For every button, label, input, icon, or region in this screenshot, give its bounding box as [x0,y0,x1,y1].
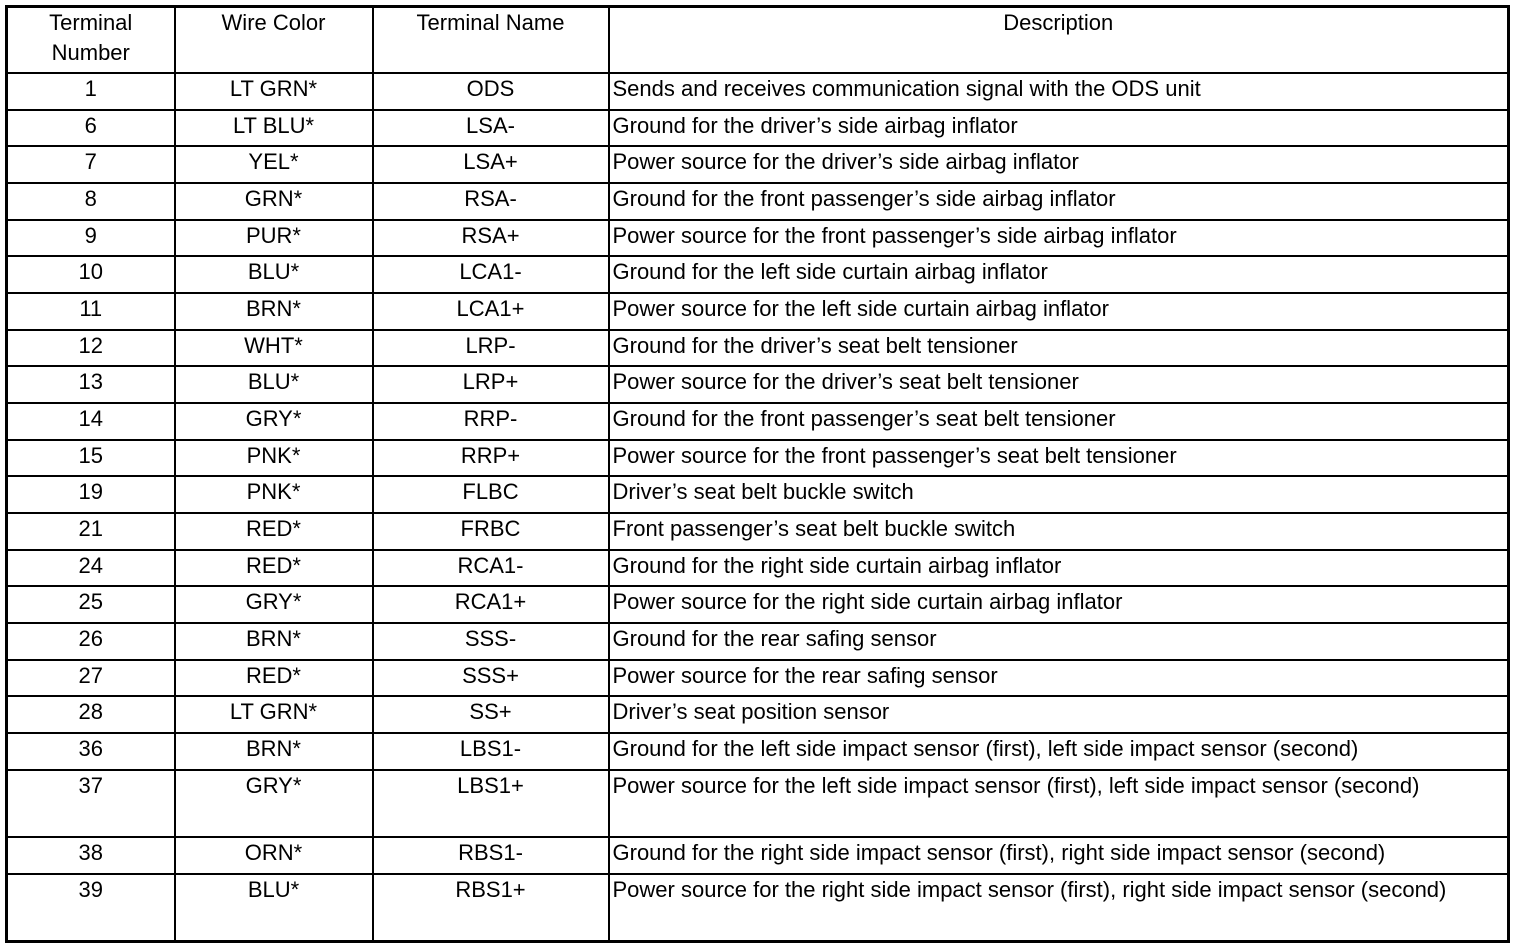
table-row [7,874,1509,942]
terminal-name-cell: LBS1+ [373,770,609,837]
description-cell: Ground for the front passenger’s seat belt tensioner [609,403,1509,440]
terminal-number-cell: 27 [7,660,175,697]
description-cell: Ground for the right side curtain airbag inflator [609,550,1509,587]
header-terminal-name: Terminal Name [373,7,609,74]
table-row [7,366,1509,403]
table-row [7,256,1509,293]
wire-color-cell: LT GRN* [175,696,373,733]
wire-color-cell: BRN* [175,623,373,660]
terminal-number-cell: 28 [7,696,175,733]
description-cell: Power source for the driver’s seat belt tensioner [609,366,1509,403]
terminal-number-cell: 7 [7,146,175,183]
terminal-number-cell: 26 [7,623,175,660]
terminal-name-cell: LCA1- [373,256,609,293]
description-cell: Ground for the left side curtain airbag inflator [609,256,1509,293]
table-row [7,513,1509,550]
description-cell: Front passenger’s seat belt buckle switch [609,513,1509,550]
wire-color-cell: GRY* [175,586,373,623]
terminal-number-cell: 25 [7,586,175,623]
wire-color-cell: LT GRN* [175,73,373,110]
wire-color-cell: WHT* [175,330,373,367]
wire-color-cell: ORN* [175,837,373,874]
terminal-name-cell: LSA- [373,110,609,147]
terminal-number-cell: 38 [7,837,175,874]
terminal-name-cell: SS+ [373,696,609,733]
terminal-number-cell: 6 [7,110,175,147]
header-terminal-number: Terminal Number [7,7,175,74]
terminal-name-cell: LRP- [373,330,609,367]
description-cell: Power source for the left side impact sensor (first), left side impact sensor (second) [609,770,1509,837]
wire-color-cell: LT BLU* [175,110,373,147]
description-cell: Power source for the driver’s side airbag inflator [609,146,1509,183]
terminal-number-cell: 21 [7,513,175,550]
table-row [7,293,1509,330]
wire-color-cell: PUR* [175,220,373,257]
wire-color-cell: PNK* [175,440,373,477]
table-row [7,476,1509,513]
table-row [7,183,1509,220]
terminal-name-cell: LCA1+ [373,293,609,330]
terminal-number-cell: 15 [7,440,175,477]
description-cell: Ground for the driver’s side airbag inflator [609,110,1509,147]
description-cell: Power source for the left side curtain airbag inflator [609,293,1509,330]
wire-color-cell: YEL* [175,146,373,183]
wire-color-cell: GRY* [175,770,373,837]
terminal-name-cell: ODS [373,73,609,110]
terminal-name-cell: SSS+ [373,660,609,697]
terminal-number-cell: 12 [7,330,175,367]
terminal-number-cell: 37 [7,770,175,837]
terminal-name-cell: RRP+ [373,440,609,477]
terminal-number-cell: 24 [7,550,175,587]
terminal-number-cell: 10 [7,256,175,293]
table-row [7,660,1509,697]
wire-color-cell: RED* [175,513,373,550]
wire-color-cell: PNK* [175,476,373,513]
wire-color-cell: BRN* [175,733,373,770]
terminal-name-cell: LSA+ [373,146,609,183]
table-row [7,623,1509,660]
wire-color-cell: RED* [175,660,373,697]
terminal-name-cell: RCA1- [373,550,609,587]
table-row [7,110,1509,147]
table-row [7,330,1509,367]
description-cell: Power source for the right side curtain airbag inflator [609,586,1509,623]
description-cell: Power source for the right side impact sensor (first), right side impact sensor (second) [609,874,1509,942]
wire-color-cell: RED* [175,550,373,587]
table-row [7,696,1509,733]
terminal-name-cell: RRP- [373,403,609,440]
terminal-number-cell: 11 [7,293,175,330]
table-row [7,733,1509,770]
table-row [7,220,1509,257]
table-row [7,586,1509,623]
description-cell: Ground for the right side impact sensor (first), right side impact sensor (second) [609,837,1509,874]
description-cell: Ground for the rear safing sensor [609,623,1509,660]
terminal-table [5,5,1510,943]
terminal-name-cell: LBS1- [373,733,609,770]
table-header [7,7,1509,74]
terminal-number-cell: 14 [7,403,175,440]
terminal-number-cell: 13 [7,366,175,403]
description-cell: Sends and receives communication signal with the ODS unit [609,73,1509,110]
table-row [7,837,1509,874]
wire-color-cell: BLU* [175,874,373,942]
terminal-name-cell: RCA1+ [373,586,609,623]
description-cell: Power source for the rear safing sensor [609,660,1509,697]
wire-color-cell: BLU* [175,256,373,293]
terminal-number-cell: 8 [7,183,175,220]
terminal-name-cell: RSA+ [373,220,609,257]
wire-color-cell: BLU* [175,366,373,403]
terminal-name-cell: SSS- [373,623,609,660]
description-cell: Power source for the front passenger’s seat belt tensioner [609,440,1509,477]
terminal-name-cell: LRP+ [373,366,609,403]
description-cell: Ground for the front passenger’s side airbag inflator [609,183,1509,220]
terminal-name-cell: RBS1+ [373,874,609,942]
terminal-number-cell: 1 [7,73,175,110]
description-cell: Driver’s seat position sensor [609,696,1509,733]
terminal-number-cell: 39 [7,874,175,942]
header-wire-color: Wire Color [175,7,373,74]
description-cell: Ground for the left side impact sensor (first), left side impact sensor (second) [609,733,1509,770]
table-row [7,146,1509,183]
description-cell: Driver’s seat belt buckle switch [609,476,1509,513]
terminal-name-cell: RSA- [373,183,609,220]
wire-color-cell: GRN* [175,183,373,220]
table-row [7,440,1509,477]
terminal-name-cell: FLBC [373,476,609,513]
terminal-number-cell: 19 [7,476,175,513]
table-body [7,73,1509,942]
terminal-name-cell: FRBC [373,513,609,550]
terminal-number-cell: 9 [7,220,175,257]
header-row [7,7,1509,74]
terminal-name-cell: RBS1- [373,837,609,874]
description-cell: Ground for the driver’s seat belt tensioner [609,330,1509,367]
wire-color-cell: BRN* [175,293,373,330]
table-row [7,403,1509,440]
description-cell: Power source for the front passenger’s side airbag inflator [609,220,1509,257]
terminal-number-cell: 36 [7,733,175,770]
header-description: Description [609,7,1509,74]
table-row [7,73,1509,110]
wire-color-cell: GRY* [175,403,373,440]
table-row [7,550,1509,587]
table-row [7,770,1509,837]
